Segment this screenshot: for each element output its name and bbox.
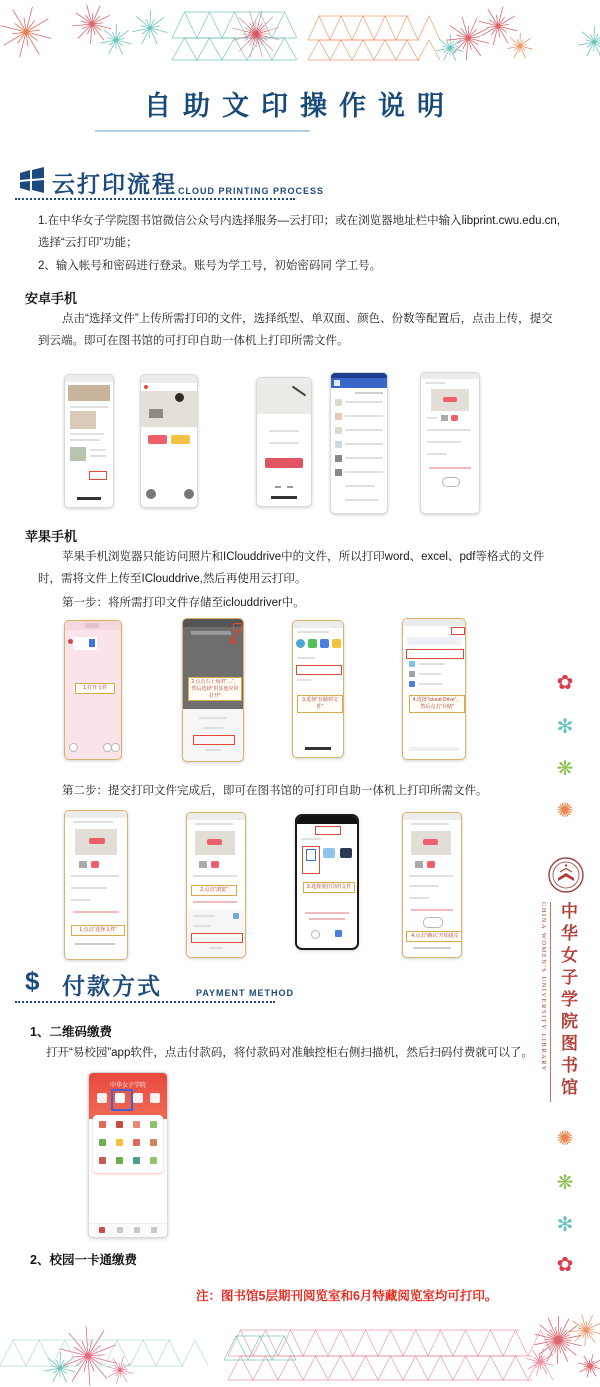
android-screenshot-wechat	[64, 374, 114, 508]
cloud-instructions	[38, 210, 566, 277]
option-chip	[415, 861, 423, 868]
option-row	[409, 885, 439, 887]
file-thumb	[335, 427, 342, 434]
help-fab	[184, 489, 194, 499]
service-icon	[150, 1121, 157, 1128]
search-bar	[301, 838, 321, 840]
select-file-button	[423, 839, 438, 845]
dandelion-icon: ❋	[556, 756, 574, 780]
avatar	[68, 639, 73, 644]
file-name	[345, 457, 383, 459]
folder-name	[419, 683, 443, 685]
chat-title	[85, 623, 99, 628]
annotation-4: 4.选择“icloud Drive”，然后点击“存储”	[409, 695, 465, 713]
iphone-step2-label: 第二步：提交打印文件完成后，即可在图书馆的可打印自助一体机上打印所需文件。	[62, 785, 488, 797]
word-doc-icon	[306, 849, 316, 861]
file-name	[345, 415, 383, 417]
app-title: 中华女子学院	[109, 1083, 146, 1089]
notice-text	[411, 909, 453, 911]
annotation-1: 1.打开文件	[75, 683, 115, 694]
dandelion-icon: ❋	[556, 1170, 574, 1194]
text-line	[70, 439, 100, 441]
dollar-icon: $	[25, 966, 40, 996]
service-icon	[116, 1157, 123, 1164]
option-row	[409, 875, 453, 877]
sort-row	[355, 392, 383, 394]
scan-icon	[97, 1093, 107, 1103]
annotation-s2-1: 1.点击“选择文件”	[71, 925, 125, 936]
app-tab-bar	[89, 1223, 167, 1238]
plum-blossom-icon: ✿	[556, 670, 574, 694]
title-row	[425, 382, 445, 384]
voice-icon	[69, 743, 78, 752]
tab-messages	[134, 1227, 140, 1233]
browse-row-highlight	[191, 933, 243, 943]
page-title: 自助文印操作说明	[144, 91, 456, 122]
submit-button	[442, 477, 460, 487]
title-bar	[141, 375, 197, 383]
folder-name	[419, 663, 445, 665]
android-screenshot-file-picker	[330, 372, 388, 514]
iphone-heading: 苹果手机	[25, 529, 78, 544]
option-chip	[199, 861, 207, 868]
iphone-screenshot-icloud-drive	[402, 618, 466, 760]
cloud-step-1: 1.在中华女子学院图书馆微信公众号内选择服务—云打印；或在浏览器地址栏中输入libprint.cwu.edu.cn, 选择“云打印”功能；	[38, 215, 561, 250]
dotted-divider	[15, 1001, 275, 1003]
select-file-button	[443, 397, 457, 402]
plus-icon	[111, 743, 120, 752]
tab-card	[117, 1227, 123, 1233]
icloud-drive-row-highlight	[406, 649, 464, 659]
folder-icon	[409, 671, 415, 677]
doc-row	[407, 637, 461, 645]
home-indicator	[271, 496, 297, 499]
copies-row	[427, 453, 447, 455]
red-arrow	[227, 629, 241, 645]
phone-on-desk	[149, 409, 163, 418]
notice-text	[193, 901, 237, 903]
option-chip-selected	[211, 861, 219, 868]
footer-note	[309, 918, 345, 920]
android-heading: 安卓手机	[25, 291, 78, 306]
annotation-s2-3: 3.选择要打印的文件	[303, 882, 355, 893]
option-chip-selected	[427, 861, 435, 868]
file-name	[345, 401, 383, 403]
annotation-3: 3.选择“存储到文件”	[297, 695, 343, 713]
save-button-highlight	[451, 627, 465, 635]
service-icon	[133, 1121, 140, 1128]
file-thumb	[335, 441, 342, 448]
option-row	[71, 887, 107, 889]
service-icon	[150, 1157, 157, 1164]
sheet-row	[203, 727, 223, 729]
copies-row	[409, 897, 429, 899]
menu-icon	[334, 380, 340, 386]
app-services-card	[93, 1115, 163, 1173]
file-name	[345, 429, 383, 431]
status-bar	[187, 813, 245, 820]
iphone-screenshot-share-sheet	[292, 620, 344, 758]
title-underline	[95, 130, 310, 132]
doc-icon	[89, 639, 95, 647]
sheet-row	[205, 749, 221, 751]
file-thumb	[335, 469, 342, 476]
plum-blossom-icon: ✿	[556, 1252, 574, 1276]
sheet-row-camera	[193, 925, 211, 927]
status-bar	[65, 811, 127, 818]
status-bar	[403, 813, 461, 820]
select-file-button	[89, 838, 105, 844]
option-chip-selected	[451, 415, 458, 421]
menu-line	[90, 449, 106, 451]
nav-back	[275, 486, 281, 488]
qr-pay-heading: 1、二维码缴费	[30, 1025, 112, 1039]
android-screenshot-cloudprint-home	[140, 374, 198, 508]
article-image	[70, 411, 96, 429]
library-logo	[547, 856, 585, 894]
file-name	[345, 485, 375, 487]
option-chip-selected	[91, 861, 99, 868]
folder-blue	[323, 848, 335, 858]
snowflake-icon: ✻	[556, 714, 574, 738]
file-thumb	[335, 399, 342, 406]
marigold-icon: ✺	[556, 1126, 574, 1150]
service-icon	[150, 1139, 157, 1146]
option-chip	[79, 861, 87, 868]
option-chip	[441, 415, 448, 421]
decorative-footer	[0, 1312, 600, 1387]
sheet-row	[199, 717, 227, 719]
section-title-payment: 付款方式	[62, 973, 162, 999]
copy-button	[171, 435, 190, 444]
option-label	[427, 417, 437, 419]
status-bar	[297, 816, 357, 824]
service-icon	[99, 1139, 106, 1146]
sheet-row-photos	[193, 915, 215, 917]
footer-note: 注：图书馆5层期刊阅览室和6月特藏阅览室均可打印。	[196, 1289, 498, 1303]
service-icon	[116, 1139, 123, 1146]
cancel-row	[209, 947, 223, 949]
iphone-body: 苹果手机浏览器只能访问照片和IClouddrive中的文件，所以打印word、excel、pdf等格式的文件时，需将文件上传至IClouddrive,然后再使用云打印。	[38, 551, 545, 586]
text-line	[70, 433, 104, 435]
photos-icon	[233, 913, 239, 919]
library-name-cn: 中华女子学院图书馆	[550, 902, 580, 1102]
payment-code-highlight	[111, 1089, 133, 1111]
android-body: 点击“选择文件”上传所需打印的文件，选择纸型、单双面、颜色、份数等配置后，点击上传，提交到云端。即可在图书馆的可打印自助一体机上打印所需文件。	[38, 313, 553, 348]
doc-title	[191, 631, 231, 635]
service-icon	[99, 1121, 106, 1128]
decorative-header	[0, 0, 600, 62]
file-title	[297, 631, 329, 633]
service-icon	[133, 1157, 140, 1164]
iphone-screenshot-pick-document	[295, 814, 359, 950]
annotation-s2-4: 4.点击“确认”开始提交	[406, 931, 462, 942]
cloud-step-2: 2、输入帐号和密码进行登录。账号为学工号，初始密码同 学工号。	[38, 259, 382, 272]
status-bar	[403, 619, 465, 626]
notebook-photo	[257, 384, 311, 414]
library-name-en: CHINA WOMEN'S UNIVERSITY LIBRARY	[540, 902, 547, 1072]
app-icon-messages	[308, 639, 317, 648]
status-bar	[65, 375, 113, 382]
login-button	[265, 458, 303, 468]
home-indicator	[77, 497, 101, 500]
action-row	[297, 679, 311, 681]
folder-dark	[340, 848, 352, 858]
cloud-print-menu-highlight	[89, 471, 107, 480]
section-subtitle-payment: PAYMENT METHOD	[196, 988, 295, 998]
browser-toolbar	[75, 943, 115, 945]
folder-icon	[409, 681, 415, 687]
nav-fwd	[287, 486, 293, 488]
status-bar	[293, 621, 343, 628]
card-pay-heading: 2、校园一卡通缴费	[30, 1253, 137, 1267]
service-icon	[116, 1121, 123, 1128]
iphone-screenshot-select-file	[64, 810, 128, 960]
file-thumb	[335, 455, 342, 462]
section-title-cloud: 云打印流程	[52, 171, 177, 197]
confirm-button	[423, 917, 443, 928]
iphone-step1-label: 第一步：将所需打印文件存储至iclouddriver中。	[62, 597, 305, 609]
tab-browse	[335, 930, 342, 937]
text-line	[70, 406, 108, 408]
card-icon	[133, 1093, 143, 1103]
file-name	[345, 471, 383, 473]
url-bar	[411, 823, 449, 825]
user-icon	[144, 385, 148, 389]
iphone-screenshot-more-menu	[182, 618, 244, 762]
banner-image	[68, 385, 110, 401]
service-icon	[133, 1139, 140, 1146]
print-button	[148, 435, 167, 444]
folder-icon	[409, 661, 415, 667]
tab-recents	[311, 930, 320, 939]
home-indicator	[305, 747, 331, 750]
marigold-icon: ✺	[556, 798, 574, 822]
save-to-files-highlight	[296, 665, 342, 675]
option-row	[427, 441, 461, 443]
annotation-2: 2.点击右上角的“…”，然后选择“用其他应用打开”	[188, 677, 242, 701]
recharge-icon	[150, 1093, 160, 1103]
status-bar	[421, 373, 479, 379]
windows-logo-icon	[18, 166, 46, 194]
option-row	[427, 429, 471, 431]
coffee-cup	[175, 393, 184, 402]
campus-app-screenshot	[88, 1072, 168, 1238]
icloud-drive-title-highlight	[315, 826, 341, 835]
settings-fab	[146, 489, 156, 499]
file-name	[345, 443, 383, 445]
iphone-screenshot-confirm	[402, 812, 462, 958]
select-file-button	[207, 839, 222, 845]
section-subtitle-cloud: CLOUD PRINTING PROCESS	[178, 186, 325, 196]
option-row	[71, 875, 119, 877]
dotted-divider	[15, 198, 295, 200]
app-icon-airdrop	[296, 639, 305, 648]
tab-profile	[151, 1227, 157, 1233]
menu-line	[90, 455, 106, 457]
android-screenshot-print-config	[420, 372, 480, 514]
android-screenshot-login	[256, 377, 312, 507]
action-row	[297, 657, 315, 659]
option-row	[193, 875, 237, 877]
app-icon-notes	[332, 639, 341, 648]
notice-text	[73, 911, 119, 913]
snowflake-icon: ✻	[556, 1212, 574, 1236]
thumb-image	[70, 447, 86, 461]
folder-name	[419, 673, 441, 675]
browser-toolbar	[413, 947, 451, 949]
file-name	[345, 499, 379, 501]
tab-home	[99, 1227, 105, 1233]
service-icon	[99, 1157, 106, 1164]
password-field	[269, 442, 299, 444]
footer-note	[305, 912, 349, 914]
account-field	[269, 430, 299, 432]
iphone-screenshot-browse	[186, 812, 246, 958]
url-bar	[195, 823, 233, 825]
file-thumb	[335, 413, 342, 420]
open-with-other-app-highlight	[193, 735, 235, 745]
app-icon-mail	[320, 639, 329, 648]
qr-pay-body: 打开“易校园”app软件，点击付款码，将付款码对准触控柜右侧扫描机，然后扫码付费就可以了。	[46, 1047, 533, 1059]
notice-text	[429, 467, 471, 469]
annotation-s2-2: 2.点击“浏览”	[191, 885, 237, 896]
library-name-block	[540, 902, 580, 1102]
toolbar	[409, 747, 459, 751]
iphone-screenshot-open-file	[64, 620, 122, 760]
url-bar	[73, 821, 113, 823]
copies-row	[71, 899, 91, 901]
